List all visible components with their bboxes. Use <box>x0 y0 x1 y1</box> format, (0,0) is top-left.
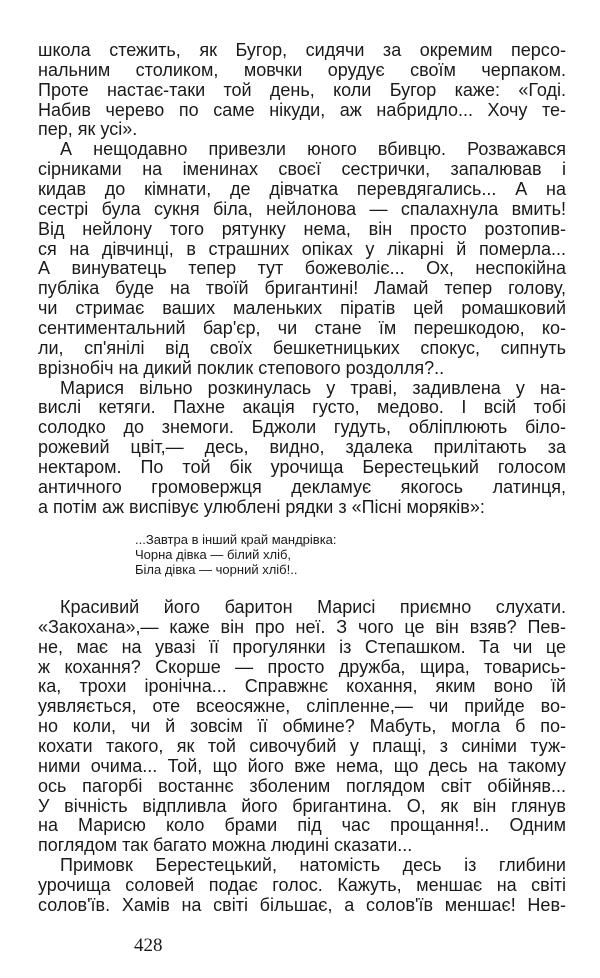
text-line: школа стежить, як Бугор, сидячи за окремим персо- <box>38 40 566 60</box>
poem-line: ...Завтра в інший край мандрівка: <box>135 532 337 547</box>
text-line: сірниками на іменинах своєї сестрички, запалював і <box>38 159 566 180</box>
text-line: Примовк Берестецький, натомість десь із глибини <box>60 855 566 876</box>
text-line: ка, трохи іронічна... Справжнє кохання, яким воно їй <box>38 676 566 697</box>
text-line: А нещодавно привезли юного вбивцю. Розважався <box>60 139 566 160</box>
text-line: Проте настає-таки той день, коли Бугор каже: «Годі. <box>38 79 566 100</box>
poem-line: Біла дівка — чорний хліб!.. <box>135 562 298 577</box>
text-line: публіка буде на твоїй бригантині! Ламай тепер голову, <box>38 278 566 299</box>
text-line: сентиментальний бар'єр, чи стане їм перешкодою, ко- <box>38 317 566 338</box>
text-line: Від нейлону того рятунку нема, він просто розтопив- <box>38 218 566 239</box>
text-line: кидав до кімнати, де дівчатка перевдягались... А на <box>38 178 566 199</box>
text-line: нальним столиком, мовчки орудує своїм черпаком. <box>38 59 566 80</box>
text-line: кохати такого, як той сивочубий у плащі, з синіми туж- <box>38 736 566 756</box>
text-line: урочища соловей подає голос. Кажуть, меншає на світі <box>38 874 566 895</box>
text-line: ся на дівчинці, в страшних опіках у лікарні й померла... <box>38 238 566 259</box>
text-line: У вічність відпливла його бригантина. О, як він глянув <box>38 795 566 816</box>
text-line: солодко до знемоги. Бджоли гудуть, обліплюють біло- <box>38 417 566 438</box>
text-line: солов'їв. Хамів на світі більшає, а солов'їв меншає! Нев- <box>38 894 566 915</box>
text-line: врізнобіч на дикий поклик степового роздолля?.. <box>38 357 445 378</box>
text-line: нектаром. По той бік урочища Берестецький голосом <box>38 456 566 477</box>
text-line: ли, сп'янілі від своїх бешкетницьких спокус, сипнуть <box>38 337 566 358</box>
text-line: «Закохана»,— каже він про неї. З чого це він взяв? Пев- <box>38 616 566 637</box>
text-line: поглядом так багато можна людині сказати... <box>38 835 413 856</box>
text-line: А винуватець тепер тут божеволіє... Ох, неспокійна <box>38 258 566 279</box>
text-line: ж кохання? Скорше — просто дружба, щира, товарись- <box>38 656 566 677</box>
text-line: ними очима... Той, що його вже нема, що десь на такому <box>38 755 566 776</box>
page-number: 428 <box>134 935 163 956</box>
text-line: на Марисю коло брами під час прощання!.. Одним <box>38 815 566 836</box>
text-line: пер, як усі». <box>38 119 138 140</box>
text-line: Марися вільно розкинулась у траві, задивлена у на- <box>60 377 566 398</box>
poem-line: Чорна дівка — білий хліб, <box>135 547 292 562</box>
text-line: Красивий його баритон Марисі приємно слухати. <box>60 597 566 617</box>
text-line: рожевий цвіт,— десь, видно, здалека прилітають за <box>38 437 566 457</box>
text-line: уявляється, оте всеосяжне, сліпленне,— чи прийде во- <box>38 696 566 717</box>
text-line: античного громовержця декламує якогось латинця, <box>38 476 566 497</box>
text-line: Набив черево по саме нікуди, аж набридло... Хочу те- <box>38 99 566 120</box>
text-line: но коли, чи й зовсім її обмине? Мабуть, могла б по- <box>38 716 566 737</box>
text-line: вислі кетяги. Пахне акація густо, медово. І всій тобі <box>38 397 566 418</box>
text-line: сестрі була сукня біла, нейлонова — спалахнула вмить! <box>38 198 566 219</box>
text-line: не, має на увазі її прогулянки із Степашком. Та чи це <box>38 636 566 657</box>
text-line: чи стримає ваших маленьких піратів цей ромашковий <box>38 298 566 319</box>
text-line: а потім аж виспівує улюблені рядки з «Пісні моряків»: <box>38 496 485 517</box>
text-line: ось пагорбі востаннє зболеним поглядом світ обійняв... <box>38 775 566 796</box>
